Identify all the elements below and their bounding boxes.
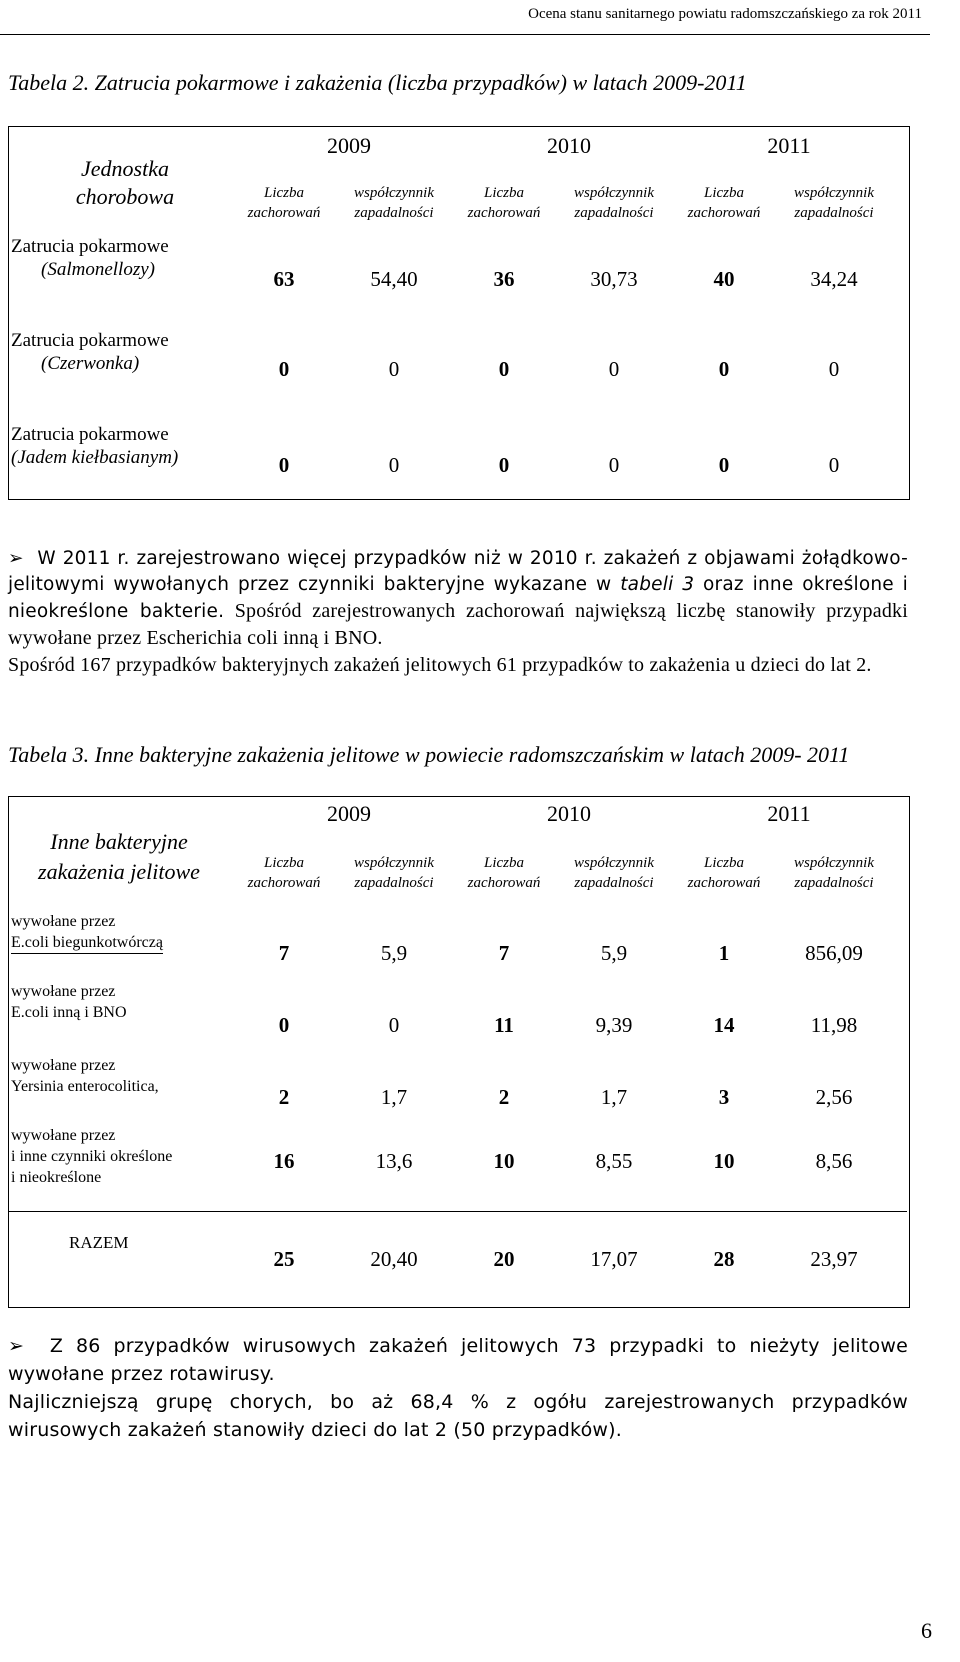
table2-caption: Tabela 2. Zatrucia pokarmowe i zakażenia (liczba przypadków) w latach 2009-2011 [8, 70, 747, 95]
table-cell: 36 [493, 267, 515, 291]
table2-row-label [11, 423, 231, 469]
table-cell: 0 [608, 453, 620, 477]
row-label-line: wywołane przez [11, 1127, 116, 1144]
table3-row-label [11, 1055, 226, 1097]
bullet-arrow-icon: ➢ [8, 1335, 25, 1357]
table3-year-2010: 2010 [547, 801, 591, 826]
col-label: współczynnik [574, 185, 654, 201]
col-label: zapadalności [794, 205, 874, 221]
table-cell: 34,24 [810, 267, 858, 291]
table-cell: 3 [718, 1085, 730, 1109]
table2-row-label [11, 329, 221, 375]
total-label: RAZEM [69, 1233, 129, 1252]
table-cell: 2 [498, 1085, 510, 1109]
table2-year-2010: 2010 [547, 133, 591, 158]
table-cell: 16 [273, 1149, 295, 1173]
table3 [8, 796, 910, 1308]
t2-col-wsp-2011 [779, 183, 889, 223]
table-cell: 40 [713, 267, 735, 291]
col-label: współczynnik [794, 855, 874, 871]
table-cell: 10 [493, 1149, 515, 1173]
col-label: Liczba [263, 855, 304, 871]
table-cell: 0 [278, 357, 290, 381]
row-label-line: Zatrucia pokarmowe [11, 330, 169, 351]
table-cell: 25 [273, 1247, 295, 1271]
table-cell: 0 [608, 357, 620, 381]
corner-line-1: Inne bakteryjne [50, 829, 188, 854]
t3-col-wsp-2011 [779, 853, 889, 893]
para-text: oraz inne określone i nieokreślone bakterie. [8, 574, 909, 622]
t2-col-liczba-2010 [449, 183, 559, 223]
t3-col-liczba-2009 [229, 853, 339, 893]
col-label: zapadalności [574, 205, 654, 221]
paragraph-viral [8, 1332, 908, 1444]
table-cell: 54,40 [370, 267, 418, 291]
table-cell: 20 [493, 1247, 515, 1271]
table-cell: 14 [713, 1013, 735, 1037]
col-label: zachorowań [687, 205, 761, 221]
table-cell: 63 [273, 267, 295, 291]
col-label: zachorowań [687, 875, 761, 891]
row-label-line: wywołane przez [11, 913, 116, 930]
col-label: zachorowań [247, 875, 321, 891]
table2-row-label [11, 235, 221, 281]
col-label: zapadalności [794, 875, 874, 891]
corner-line-2: zakażenia jelitowe [38, 859, 200, 884]
table2 [8, 126, 910, 500]
col-label: Liczba [483, 185, 524, 201]
table-cell: 1 [718, 941, 730, 965]
table-cell: 10 [713, 1149, 735, 1173]
table-cell: 11,98 [810, 1013, 858, 1037]
t2-col-liczba-2011 [669, 183, 779, 223]
row-label-line: E.coli biegunkotwórczą [11, 932, 163, 954]
table-cell: 7 [278, 941, 290, 965]
col-label: współczynnik [354, 855, 434, 871]
col-label: Liczba [703, 185, 744, 201]
table-cell: 1,7 [380, 1085, 408, 1109]
col-label: zachorowań [247, 205, 321, 221]
t3-col-liczba-2011 [669, 853, 779, 893]
table-cell: 2 [278, 1085, 290, 1109]
table-cell: 0 [828, 453, 840, 477]
table-cell: 0 [388, 453, 400, 477]
table-cell: 28 [713, 1247, 735, 1271]
header-rule [0, 34, 930, 35]
bullet-arrow-icon: ➢ [8, 548, 24, 569]
col-label: zachorowań [467, 875, 541, 891]
para-text: W 2011 r. zarejestrowano więcej przypadków niż w 2010 r. zakażeń z objawami żołądkowo-jelitowymi wywołanych przez czynniki bakteryjne wykazane w [8, 548, 908, 595]
para-text: Najliczniejszą grupę chorych, bo aż 68,4 % z ogółu zarejestrowanych przypadków wirusowych zakażeń stanowiły dzieci do lat 2 (50 przypadków). [8, 1391, 908, 1441]
table2-corner-header [35, 155, 215, 211]
table-cell: 0 [278, 453, 290, 477]
row-label-line: E.coli inną i BNO [11, 1004, 127, 1021]
table-cell: 0 [498, 453, 510, 477]
table-cell: 23,97 [810, 1247, 858, 1271]
total-divider [9, 1211, 907, 1212]
row-label-line: Zatrucia pokarmowe [11, 236, 169, 257]
t2-col-wsp-2009 [339, 183, 449, 223]
para-text: Spośród 167 przypadków bakteryjnych zakażeń jelitowych 61 przypadków to zakażenia u dzieci do lat 2. [8, 654, 872, 676]
table-cell: 856,09 [805, 941, 863, 965]
table-cell: 0 [718, 357, 730, 381]
row-label-line: i inne czynniki określone [11, 1148, 173, 1165]
table3-corner-header [19, 827, 219, 887]
running-header: Ocena stanu sanitarnego powiatu radomszczańskiego za rok 2011 [528, 6, 922, 22]
t3-col-wsp-2009 [339, 853, 449, 893]
table-cell: 2,56 [815, 1085, 853, 1109]
col-label: współczynnik [354, 185, 434, 201]
corner-line-1: Jednostka [81, 156, 169, 181]
col-label: współczynnik [794, 185, 874, 201]
table-cell: 1,7 [600, 1085, 628, 1109]
table-cell: 5,9 [600, 941, 628, 965]
table2-year-2011: 2011 [767, 133, 811, 158]
para-text: Z 86 przypadków wirusowych zakażeń jelitowych 73 przypadki to nieżyty jelitowe wywołane przez rotawirusy. [8, 1335, 909, 1385]
row-label-line: wywołane przez [11, 1057, 116, 1074]
page-number: 6 [921, 1618, 932, 1643]
t2-col-liczba-2009 [229, 183, 339, 223]
col-label: zapadalności [354, 875, 434, 891]
table-cell: 20,40 [370, 1247, 418, 1271]
table2-year-2009: 2009 [327, 133, 371, 158]
col-label: Liczba [263, 185, 304, 201]
para-text-italic: tabeli 3 [620, 574, 695, 595]
paragraph-bacterial [8, 546, 908, 678]
row-label-line: Zatrucia pokarmowe [11, 424, 169, 445]
table-cell: 0 [388, 357, 400, 381]
table-cell: 30,73 [590, 267, 638, 291]
col-label: współczynnik [574, 855, 654, 871]
table-cell: 8,56 [815, 1149, 853, 1173]
row-label-line: Yersinia enterocolitica, [11, 1078, 159, 1095]
t3-col-liczba-2010 [449, 853, 559, 893]
table3-row-label [11, 1125, 226, 1188]
table-cell: 0 [828, 357, 840, 381]
table-cell: 0 [498, 357, 510, 381]
col-label: zapadalności [354, 205, 434, 221]
table-cell: 7 [498, 941, 510, 965]
table-cell: 17,07 [590, 1247, 638, 1271]
table-cell: 0 [388, 1013, 400, 1037]
t3-col-wsp-2010 [559, 853, 669, 893]
col-label: zapadalności [574, 875, 654, 891]
table-cell: 9,39 [595, 1013, 633, 1037]
table-cell: 5,9 [380, 941, 408, 965]
table-cell: 8,55 [595, 1149, 633, 1173]
row-label-line: (Salmonellozy) [41, 259, 155, 280]
table-cell: 13,6 [375, 1149, 413, 1173]
table3-row-label [11, 911, 226, 954]
row-label-line: wywołane przez [11, 983, 116, 1000]
table3-year-2009: 2009 [327, 801, 371, 826]
table-cell: 0 [278, 1013, 290, 1037]
table-cell: 11 [494, 1013, 514, 1037]
row-label-line: (Czerwonka) [41, 353, 140, 374]
row-label-line: (Jadem kiełbasianym) [11, 447, 179, 468]
corner-line-2: chorobowa [75, 184, 175, 209]
table3-caption: Tabela 3. Inne bakteryjne zakażenia jelitowe w powiecie radomszczańskim w latach 2009- 2011 [8, 742, 850, 767]
col-label: Liczba [483, 855, 524, 871]
row-label-line: i nieokreślone [11, 1169, 102, 1186]
para-text: Spośród zarejestrowanych zachorowań największą liczbę stanowiły przypadki wywołane przez Escherichia coli inną i BNO. [8, 600, 908, 649]
table3-row-label [11, 981, 226, 1023]
col-label: Liczba [703, 855, 744, 871]
table3-year-2011: 2011 [767, 801, 811, 826]
table-cell: 0 [718, 453, 730, 477]
col-label: zachorowań [467, 205, 541, 221]
t2-col-wsp-2010 [559, 183, 669, 223]
